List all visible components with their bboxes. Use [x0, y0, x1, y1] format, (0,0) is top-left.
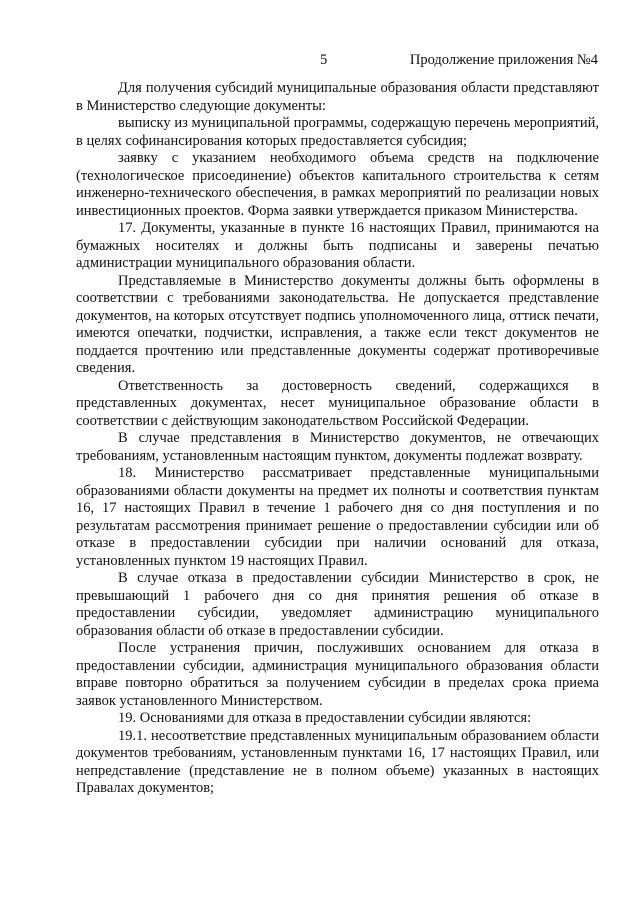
- paragraph-document-requirements: Представляемые в Министерство документы должны быть оформлены в соответствии с требованиями законодательства. Не допускается представление документов, на которых отсутствует подпись уполномоченного лица, оттиск печати, имеются опечатки, подчистки, исправления, а также если текст документов не поддается прочтению или представленные документы содержат противоречивые сведения.: [76, 272, 599, 376]
- paragraph-refusal-notice: В случае отказа в предоставлении субсидии Министерство в срок, не превышающий 1 рабочего дня со дня принятия решения об отказе в предоставлении субсидии, уведомляет администрацию муниципального образования области об отказе в предоставлении субсидии.: [76, 570, 599, 639]
- paragraph-item-17: 17. Документы, указанные в пункте 16 настоящих Правил, принимаются на бумажных носителях и должны быть подписаны и заверены печатью администрации муниципального образования области.: [76, 220, 599, 271]
- paragraph-application: заявку с указанием необходимого объема средств на подключение (технологическое присоединение) объектов капитального строительства к сетям инженерно-технического обеспечения, в рамках мероприятий по реализации новых инвестиционных проектов. Форма заявки утверждается приказом Министерства.: [76, 150, 599, 219]
- page-header: [0, 52, 640, 72]
- paragraph-program-extract: выписку из муниципальной программы, содержащую перечень мероприятий, в целях софинансирования которых предоставляется субсидия;: [76, 115, 599, 149]
- paragraph-item-19: 19. Основаниями для отказа в предоставлении субсидии являются:: [118, 710, 532, 726]
- document-body: [76, 80, 599, 798]
- paragraph-return: В случае представления в Министерство документов, не отвечающих требованиям, установленным настоящим пунктом, документы подлежат возврату.: [76, 430, 599, 464]
- paragraph-item-19-1: 19.1. несоответствие представленных муниципальным образованием области документов требованиям, установленным пунктами 16, 17 настоящих Правил, или непредставление (представление не в полном объеме) указанных в настоящих Правалах документов;: [76, 727, 599, 796]
- appendix-continuation-label: Продолжение приложения №4: [409, 52, 598, 68]
- paragraph-responsibility: Ответственность за достоверность сведений, содержащихся в представленных документах, несет муниципальное образование области в соответствии с действующим законодательством Российской Федерации.: [76, 377, 599, 429]
- paragraph-item-18: 18. Министерство рассматривает представленные муниципальными образованиями области документы на предмет их полноты и соответствия пунктам 16, 17 настоящих Правил в течение 1 рабочего дня со дня поступления и по результатам рассмотрения принимает решение о предоставлении субсидии или об отказе в предоставлении субсидии при наличии оснований для отказа, установленных пунктом 19 настоящих Правил.: [76, 465, 599, 569]
- paragraph-reapply: После устранения причин, послуживших основанием для отказа в предоставлении субсидии, администрация муниципального образования области вправе повторно обратиться за получением субсидии в пределах срока приема заявок установленного Министерством.: [76, 640, 599, 709]
- page-number: 5: [320, 52, 328, 68]
- paragraph-documents-intro: Для получения субсидий муниципальные образования области представляют в Министерство следующие документы:: [76, 80, 599, 114]
